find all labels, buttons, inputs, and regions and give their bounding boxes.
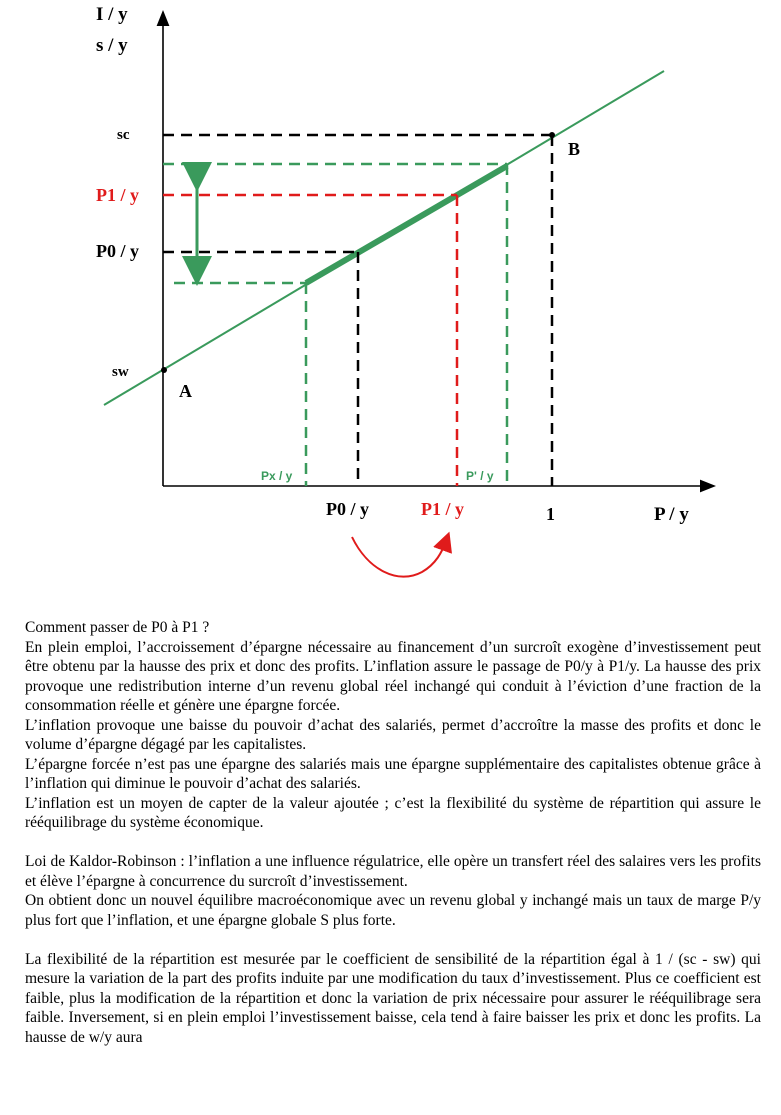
x-tick-pprime: P' / y [466, 469, 494, 483]
paragraph-question: Comment passer de P0 à P1 ? [25, 619, 210, 636]
point-b-dot [549, 132, 555, 138]
paragraph-flexibility: La flexibilité de la répartition est mesurée par le coefficient de sensibilité de la répartition égal à 1 / (sc - sw) qui mesure la variation de la part des profits induite par une modification du taux d’investissement. Plus ce coefficient est faible, plus la modification de la répartition et donc la variation de prix nécessaire pour assurer le rééquilibrage sera faible. Inversement, si en plein emploi l’investissement baisse, cela tend à faire baisser les prix et donc les profits. La hausse de w/y aura [25, 950, 761, 1046]
paragraph-full-employment: En plein emploi, l’accroissement d’épargne nécessaire au financement d’un surcroît exogène d’investissement peut être obtenu par la hausse des prix et donc des profits. L’inflation assure le passage de P0/y à P1/y. La hausse des prix provoque une redistribution interne d’un revenu global réel inchangé qui conduit à l’éviction d’une fraction de la consommation réelle et génère une épargne forcée. [25, 638, 761, 714]
x-axis-label: P / y [654, 504, 689, 525]
x-tick-p0: P0 / y [326, 499, 369, 519]
x-tick-p1: P1 / y [421, 499, 464, 519]
point-a-dot [161, 367, 167, 373]
y-tick-p0: P0 / y [96, 241, 139, 261]
p0-to-p1-curved-arrow [352, 537, 446, 577]
paragraph-forced-savings: L’épargne forcée n’est pas une épargne des salariés mais une épargne supplémentaire des capitalistes obtenue grâce à l’inflation qui diminue le pouvoir d’achat des salariés. [25, 755, 761, 792]
x-tick-px: Px / y [261, 469, 293, 483]
paragraph-kaldor-robinson: Loi de Kaldor-Robinson : l’inflation a une influence régulatrice, elle opère un transfert réel des salaires vers les profits et élève l’épargne à concurrence du surcroît d’investissement. [25, 853, 761, 890]
y-tick-p1: P1 / y [96, 185, 139, 205]
y-tick-sc: sc [117, 127, 130, 143]
y-axis-label-2: s / y [96, 35, 128, 56]
savings-segment-highlight [306, 166, 507, 283]
x-tick-1: 1 [546, 504, 555, 524]
paragraph-purchasing-power: L’inflation provoque une baisse du pouvoir d’achat des salariés, permet d’accroître la masse des profits et donc le volume d’épargne dégagé par les capitalistes. [25, 716, 761, 753]
y-axis-label-1: I / y [96, 4, 128, 25]
paragraph-value-added: L’inflation est un moyen de capter de la valeur ajoutée ; c’est la flexibilité du système de répartition qui assure le rééquilibrage du système économique. [25, 794, 761, 831]
paragraph-new-equilibrium: On obtient donc un nouvel équilibre macroéconomique avec un revenu global y inchangé mais un taux de marge P/y plus fort que l’inflation, et une épargne globale S plus forte. [25, 892, 761, 929]
explanatory-text [25, 618, 761, 1047]
y-tick-sw: sw [112, 364, 129, 380]
point-b-label: B [568, 139, 581, 159]
point-a-label: A [179, 381, 192, 401]
